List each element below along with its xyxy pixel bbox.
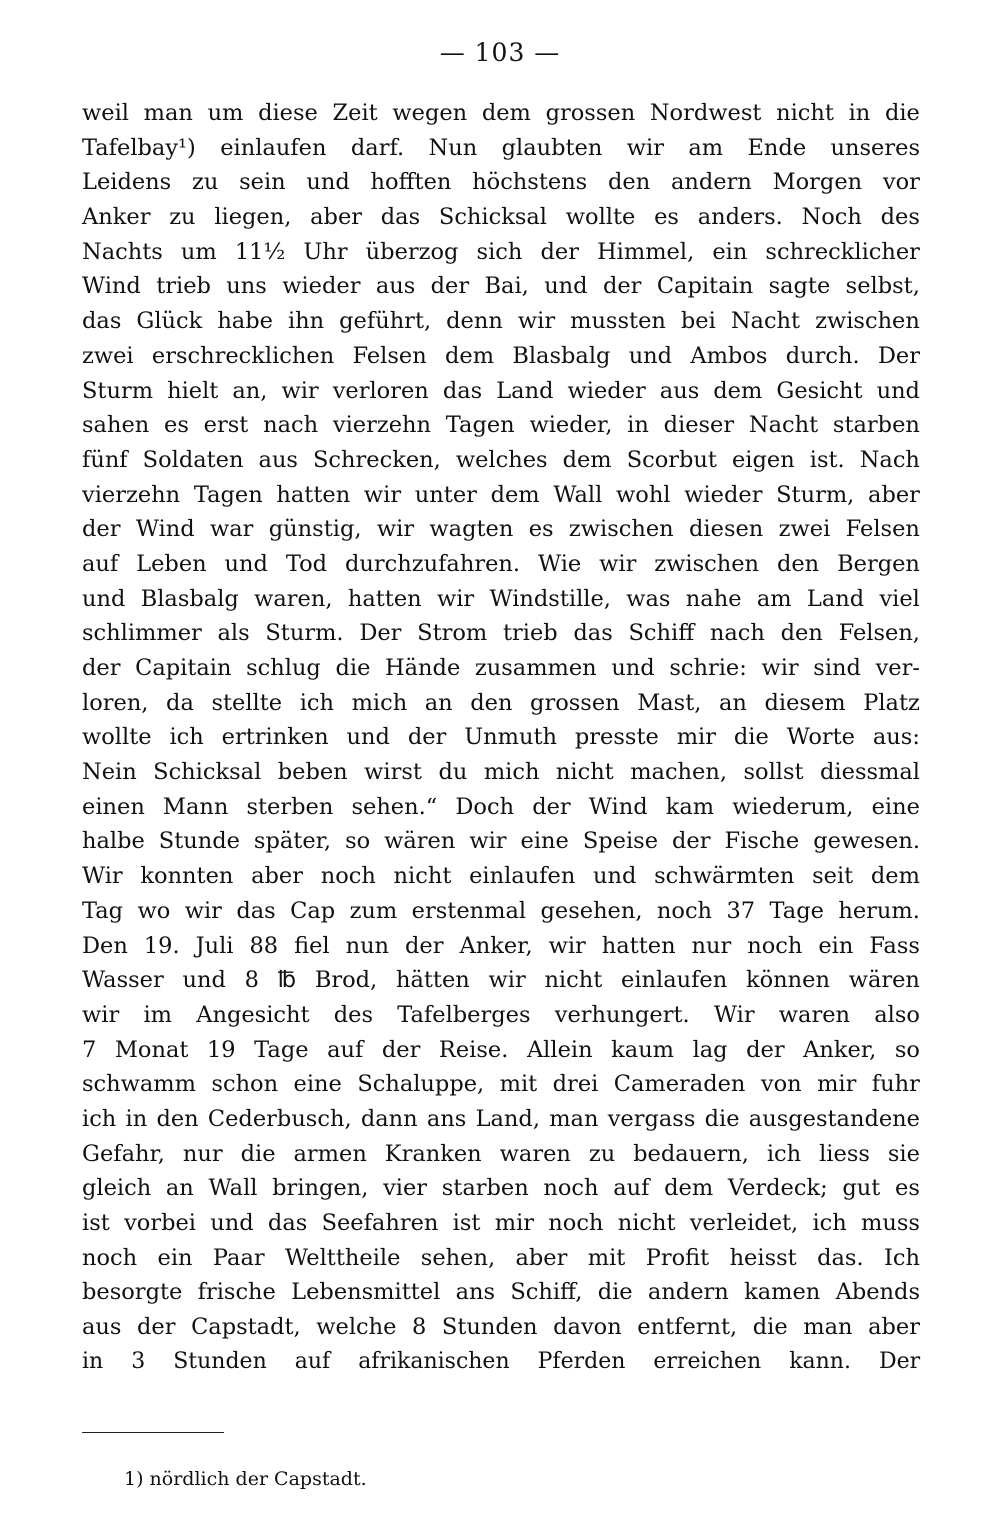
text-line: Tafelbay¹) einlaufen darf. Nun glaubten wir am Ende unseres — [82, 134, 920, 161]
text-line: ist vorbei und das Seefahren ist mir noch nicht verleidet, ich muss — [82, 1210, 920, 1236]
text-line: der Capitain schlug die Hände zusammen und schrie: wir sind ver- — [82, 655, 920, 681]
text-line: einen Mann sterben sehen.“ Doch der Wind kam wiederum, eine — [82, 793, 920, 820]
text-line: fünf Soldaten aus Schrecken, welches dem Scorbut eigen ist. Nach — [82, 446, 920, 473]
page-number: — 103 — — [439, 38, 561, 67]
text-line: Tag wo wir das Cap zum erstenmal gesehen, noch 37 Tage herum. — [82, 897, 920, 924]
text-line: auf Leben und Tod durchzufahren. Wie wir zwischen den Bergen — [82, 550, 920, 577]
text-line: besorgte frische Lebensmittel ans Schiff, die andern kamen Abends — [82, 1279, 920, 1306]
text-line: Wir konnten aber noch nicht einlaufen und schwärmten seit dem — [82, 863, 920, 890]
text-line: das Glück habe ihn geführt, denn wir mussten bei Nacht zwischen — [82, 308, 920, 335]
body-text — [82, 96, 920, 1379]
text-line: sahen es erst nach vierzehn Tagen wieder, in dieser Nacht starben — [82, 412, 920, 439]
footnote: 1) nördlich der Capstadt. — [124, 1468, 367, 1490]
text-line: Wind trieb uns wieder aus der Bai, und der Capitain sagte selbst, — [82, 273, 920, 300]
text-line: Wasser und 8 ℔ Brod, hätten wir nicht einlaufen können wären — [82, 967, 920, 994]
text-line: 7 Monat 19 Tage auf der Reise. Allein kaum lag der Anker, so — [82, 1036, 920, 1063]
text-line: aus der Capstadt, welche 8 Stunden davon entfernt, die man aber — [82, 1314, 920, 1341]
text-line: vierzehn Tagen hatten wir unter dem Wall wohl wieder Sturm, aber — [82, 481, 920, 508]
text-line: und Blasbalg waren, hatten wir Windstille, was nahe am Land viel — [82, 585, 920, 612]
text-line: Gefahr, nur die armen Kranken waren zu bedauern, ich liess sie — [82, 1140, 920, 1167]
text-line: der Wind war günstig, wir wagten es zwischen diesen zwei Felsen — [82, 516, 920, 543]
text-line: noch ein Paar Welttheile sehen, aber mit Profit heisst das. Ich — [82, 1244, 920, 1271]
text-line: Nachts um 11½ Uhr überzog sich der Himmel, ein schrecklicher — [82, 238, 920, 265]
text-line: Nein Schicksal beben wirst du mich nicht machen, sollst diessmal — [82, 759, 920, 786]
footnote-divider — [82, 1432, 224, 1433]
text-line: weil man um diese Zeit wegen dem grossen Nordwest nicht in die — [82, 100, 920, 126]
text-line: Den 19. Juli 88 fiel nun der Anker, wir hatten nur noch ein Fass — [82, 932, 920, 959]
text-line: loren, da stellte ich mich an den grossen Mast, an diesem Platz — [82, 689, 920, 716]
text-line: gleich an Wall bringen, vier starben noch auf dem Verdeck; gut es — [82, 1175, 920, 1202]
text-line: in 3 Stunden auf afrikanischen Pferden erreichen kann. Der — [82, 1348, 921, 1374]
text-line: wollte ich ertrinken und der Unmuth presste mir die Worte aus: — [82, 724, 920, 751]
text-line: zwei erschrecklichen Felsen dem Blasbalg und Ambos durch. Der — [82, 342, 920, 369]
text-line: ich in den Cederbusch, dann ans Land, man vergass die ausgestandene — [82, 1105, 920, 1132]
text-line: wir im Angesicht des Tafelberges verhungert. Wir waren also — [82, 1001, 920, 1028]
text-line: halbe Stunde später, so wären wir eine Speise der Fische gewesen. — [82, 828, 920, 855]
text-line: schwamm schon eine Schaluppe, mit drei Cameraden von mir fuhr — [82, 1071, 920, 1098]
text-line: Leidens zu sein und hofften höchstens den andern Morgen vor — [82, 169, 920, 196]
text-line: Sturm hielt an, wir verloren das Land wieder aus dem Gesicht und — [82, 377, 920, 404]
text-line: Anker zu liegen, aber das Schicksal wollte es anders. Noch des — [82, 204, 920, 231]
text-line: schlimmer als Sturm. Der Strom trieb das Schiff nach den Felsen, — [82, 620, 920, 647]
